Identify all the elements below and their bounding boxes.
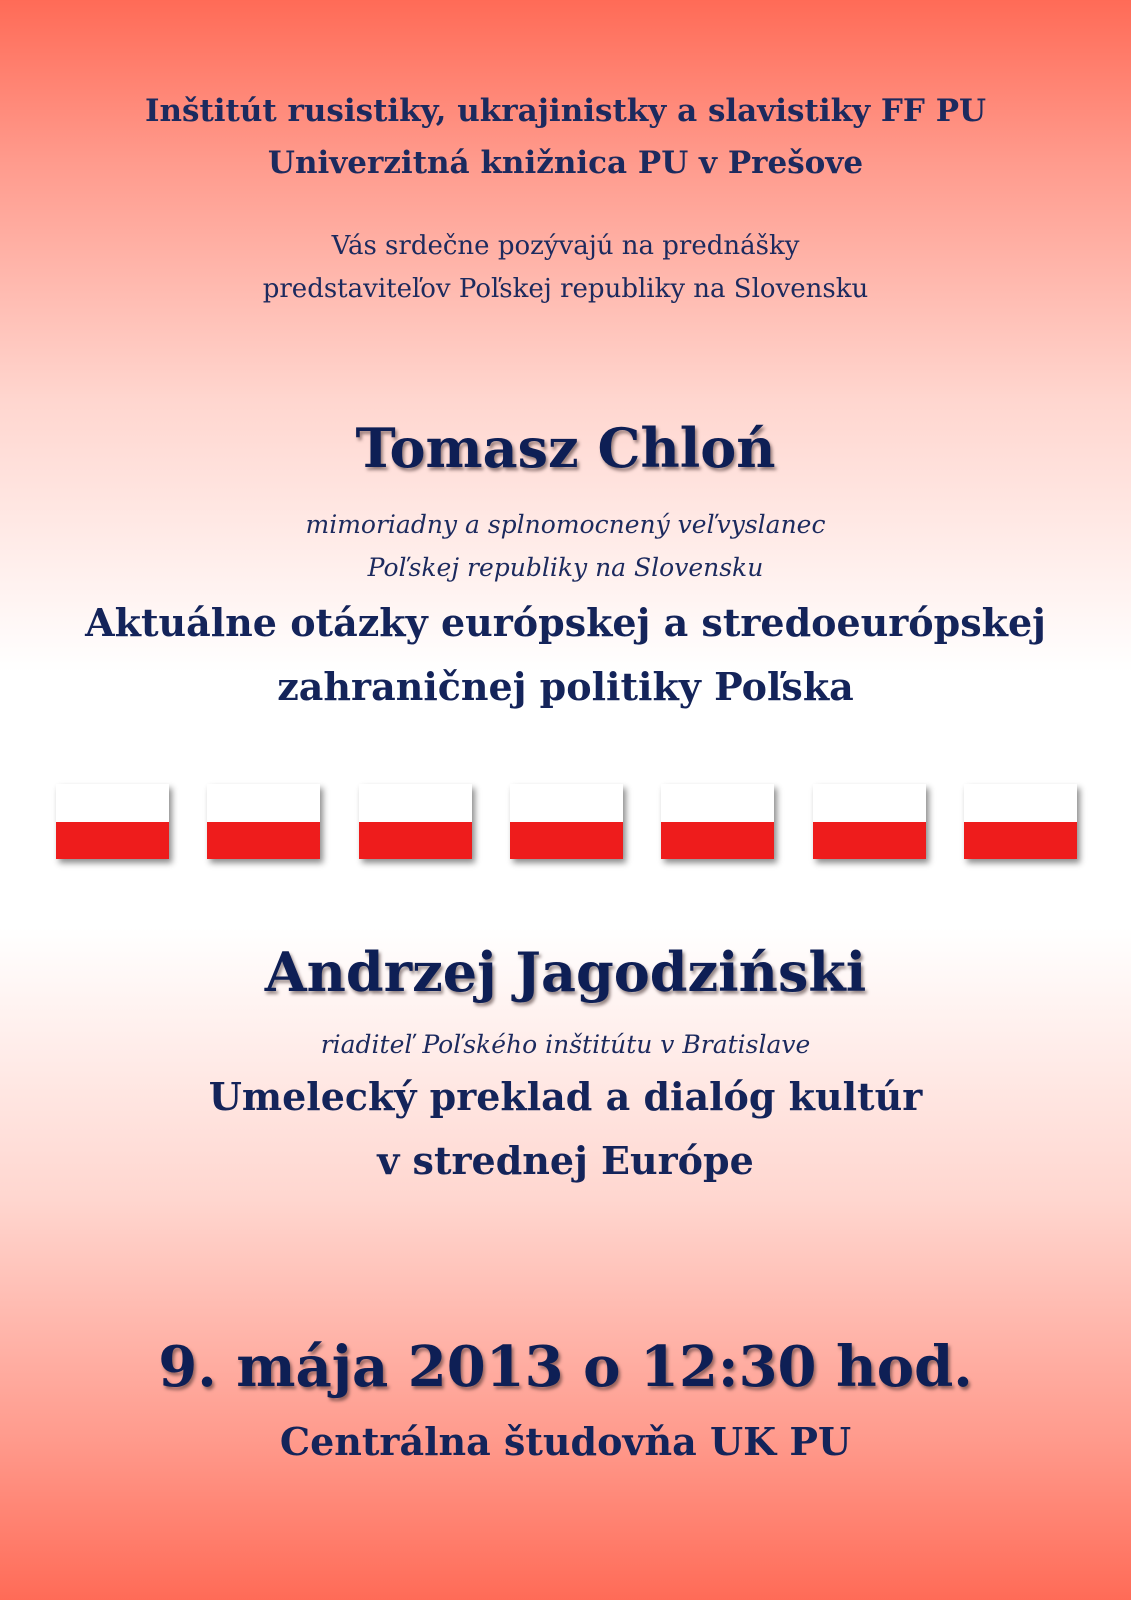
speaker-1-topic-line-1: Aktuálne otázky európskej a stredoeurópskej: [85, 600, 1046, 645]
speaker-2-role: riaditeľ Poľského inštitútu v Bratislave: [320, 1030, 811, 1059]
speaker-1-role-line-2: Poľskej republiky na Slovensku: [367, 553, 764, 582]
speaker-1-name: Tomasz Chloń: [355, 416, 776, 480]
organizer-institute: Inštitút rusistiky, ukrajinistky a slavistiky FF PU: [144, 93, 987, 129]
flag-red-stripe: [964, 822, 1077, 860]
speaker-1-role-line-1: mimoriadny a splnomocnený veľvyslanec: [305, 510, 826, 539]
invitation-line-1: Vás srdečne pozývajú na prednášky: [331, 231, 800, 261]
speaker-2-topic-line-2: v strednej Európe: [377, 1138, 754, 1183]
invitation-line-2: predstaviteľov Poľskej republiky na Slovensku: [262, 274, 869, 304]
flag-white-stripe: [964, 784, 1077, 822]
flag-red-stripe: [359, 822, 472, 860]
flag-white-stripe: [510, 784, 623, 822]
flag-white-stripe: [813, 784, 926, 822]
flag-white-stripe: [207, 784, 320, 822]
polish-flag-4: [510, 784, 623, 859]
event-date-time: 9. mája 2013 o 12:30 hod.: [158, 1334, 973, 1400]
speaker-2-name: Andrzej Jagodziński: [264, 940, 867, 1004]
speaker-2-topic-line-1: Umelecký preklad a dialóg kultúr: [208, 1074, 923, 1119]
organizer-library: Univerzitná knižnica PU v Prešove: [267, 145, 864, 181]
flag-red-stripe: [56, 822, 169, 860]
polish-flag-5: [661, 784, 774, 859]
flag-white-stripe: [56, 784, 169, 822]
flag-white-stripe: [359, 784, 472, 822]
flag-white-stripe: [661, 784, 774, 822]
flag-red-stripe: [207, 822, 320, 860]
flag-red-stripe: [510, 822, 623, 860]
flag-red-stripe: [813, 822, 926, 860]
polish-flag-7: [964, 784, 1077, 859]
polish-flag-2: [207, 784, 320, 859]
speaker-1-topic-line-2: zahraničnej politiky Poľska: [277, 664, 854, 709]
flag-red-stripe: [661, 822, 774, 860]
polish-flag-6: [813, 784, 926, 859]
polish-flag-row: [56, 784, 1077, 859]
event-venue: Centrálna študovňa UK PU: [279, 1419, 852, 1464]
polish-flag-1: [56, 784, 169, 859]
polish-flag-3: [359, 784, 472, 859]
